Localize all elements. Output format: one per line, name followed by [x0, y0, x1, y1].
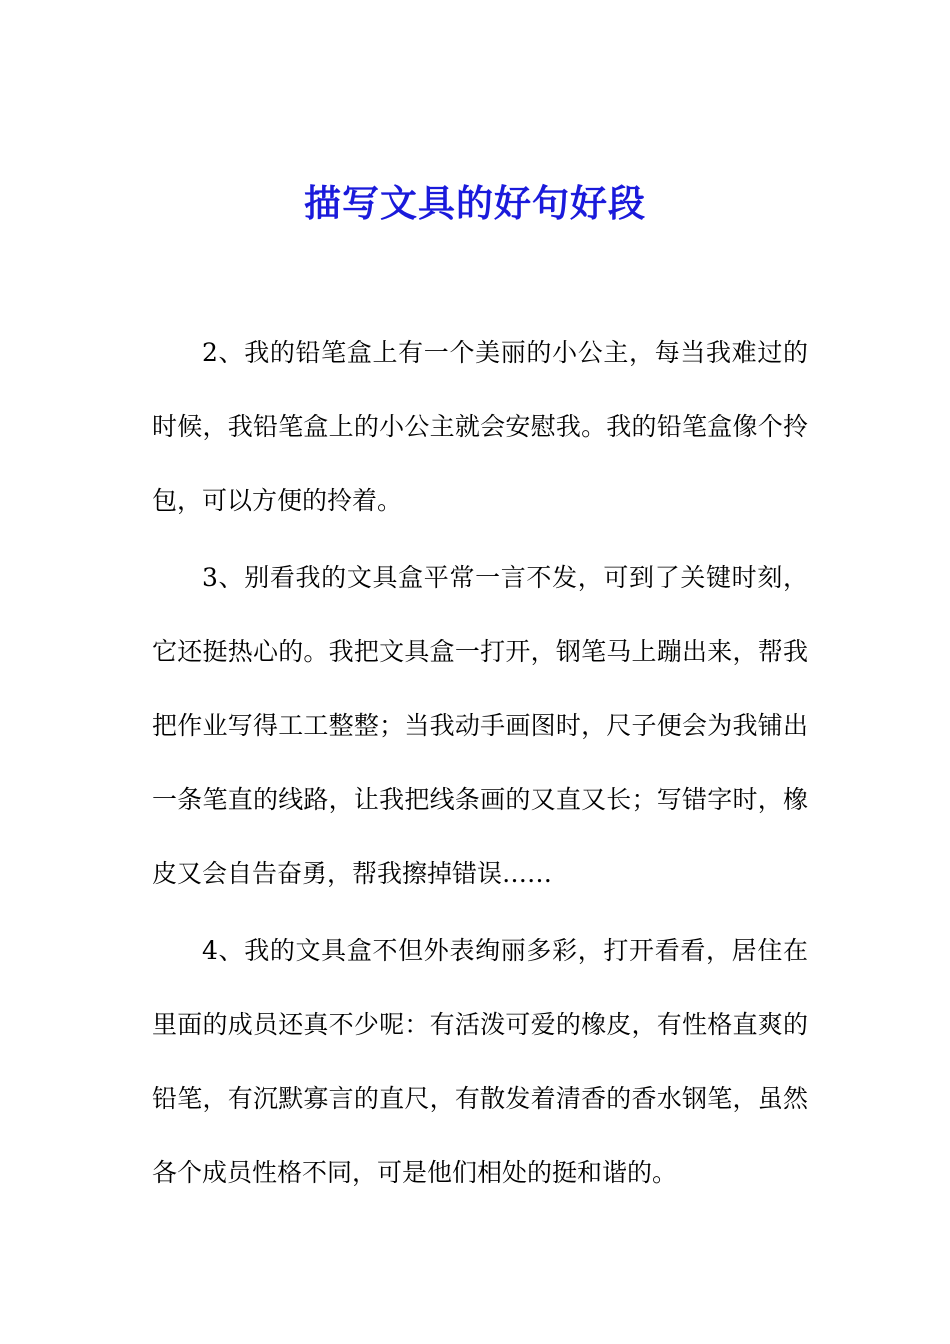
paragraph-3: 3、别看我的文具盒平常一言不发，可到了关键时刻，它还挺热心的。我把文具盒一打开，钢笔马上蹦出来，帮我把作业写得工工整整；当我动手画图时，尺子便会为我铺出一条笔直的线路，让我把线条画的又直又长；写错字时，橡皮又会自告奋勇，帮我擦掉错误……: [152, 563, 808, 888]
paragraph-2: 2、我的铅笔盒上有一个美丽的小公主，每当我难过的时候，我铅笔盒上的小公主就会安慰我。我的铅笔盒像个拎包，可以方便的拎着。: [152, 338, 808, 515]
paragraph-4: 4、我的文具盒不但外表绚丽多彩，打开看看，居住在里面的成员还真不少呢：有活泼可爱的橡皮，有性格直爽的铅笔，有沉默寡言的直尺，有散发着清香的香水钢笔，虽然各个成员性格不同，可是他们相处的挺和谐的。: [152, 936, 808, 1187]
document-title: 描写文具的好句好段: [304, 181, 646, 225]
